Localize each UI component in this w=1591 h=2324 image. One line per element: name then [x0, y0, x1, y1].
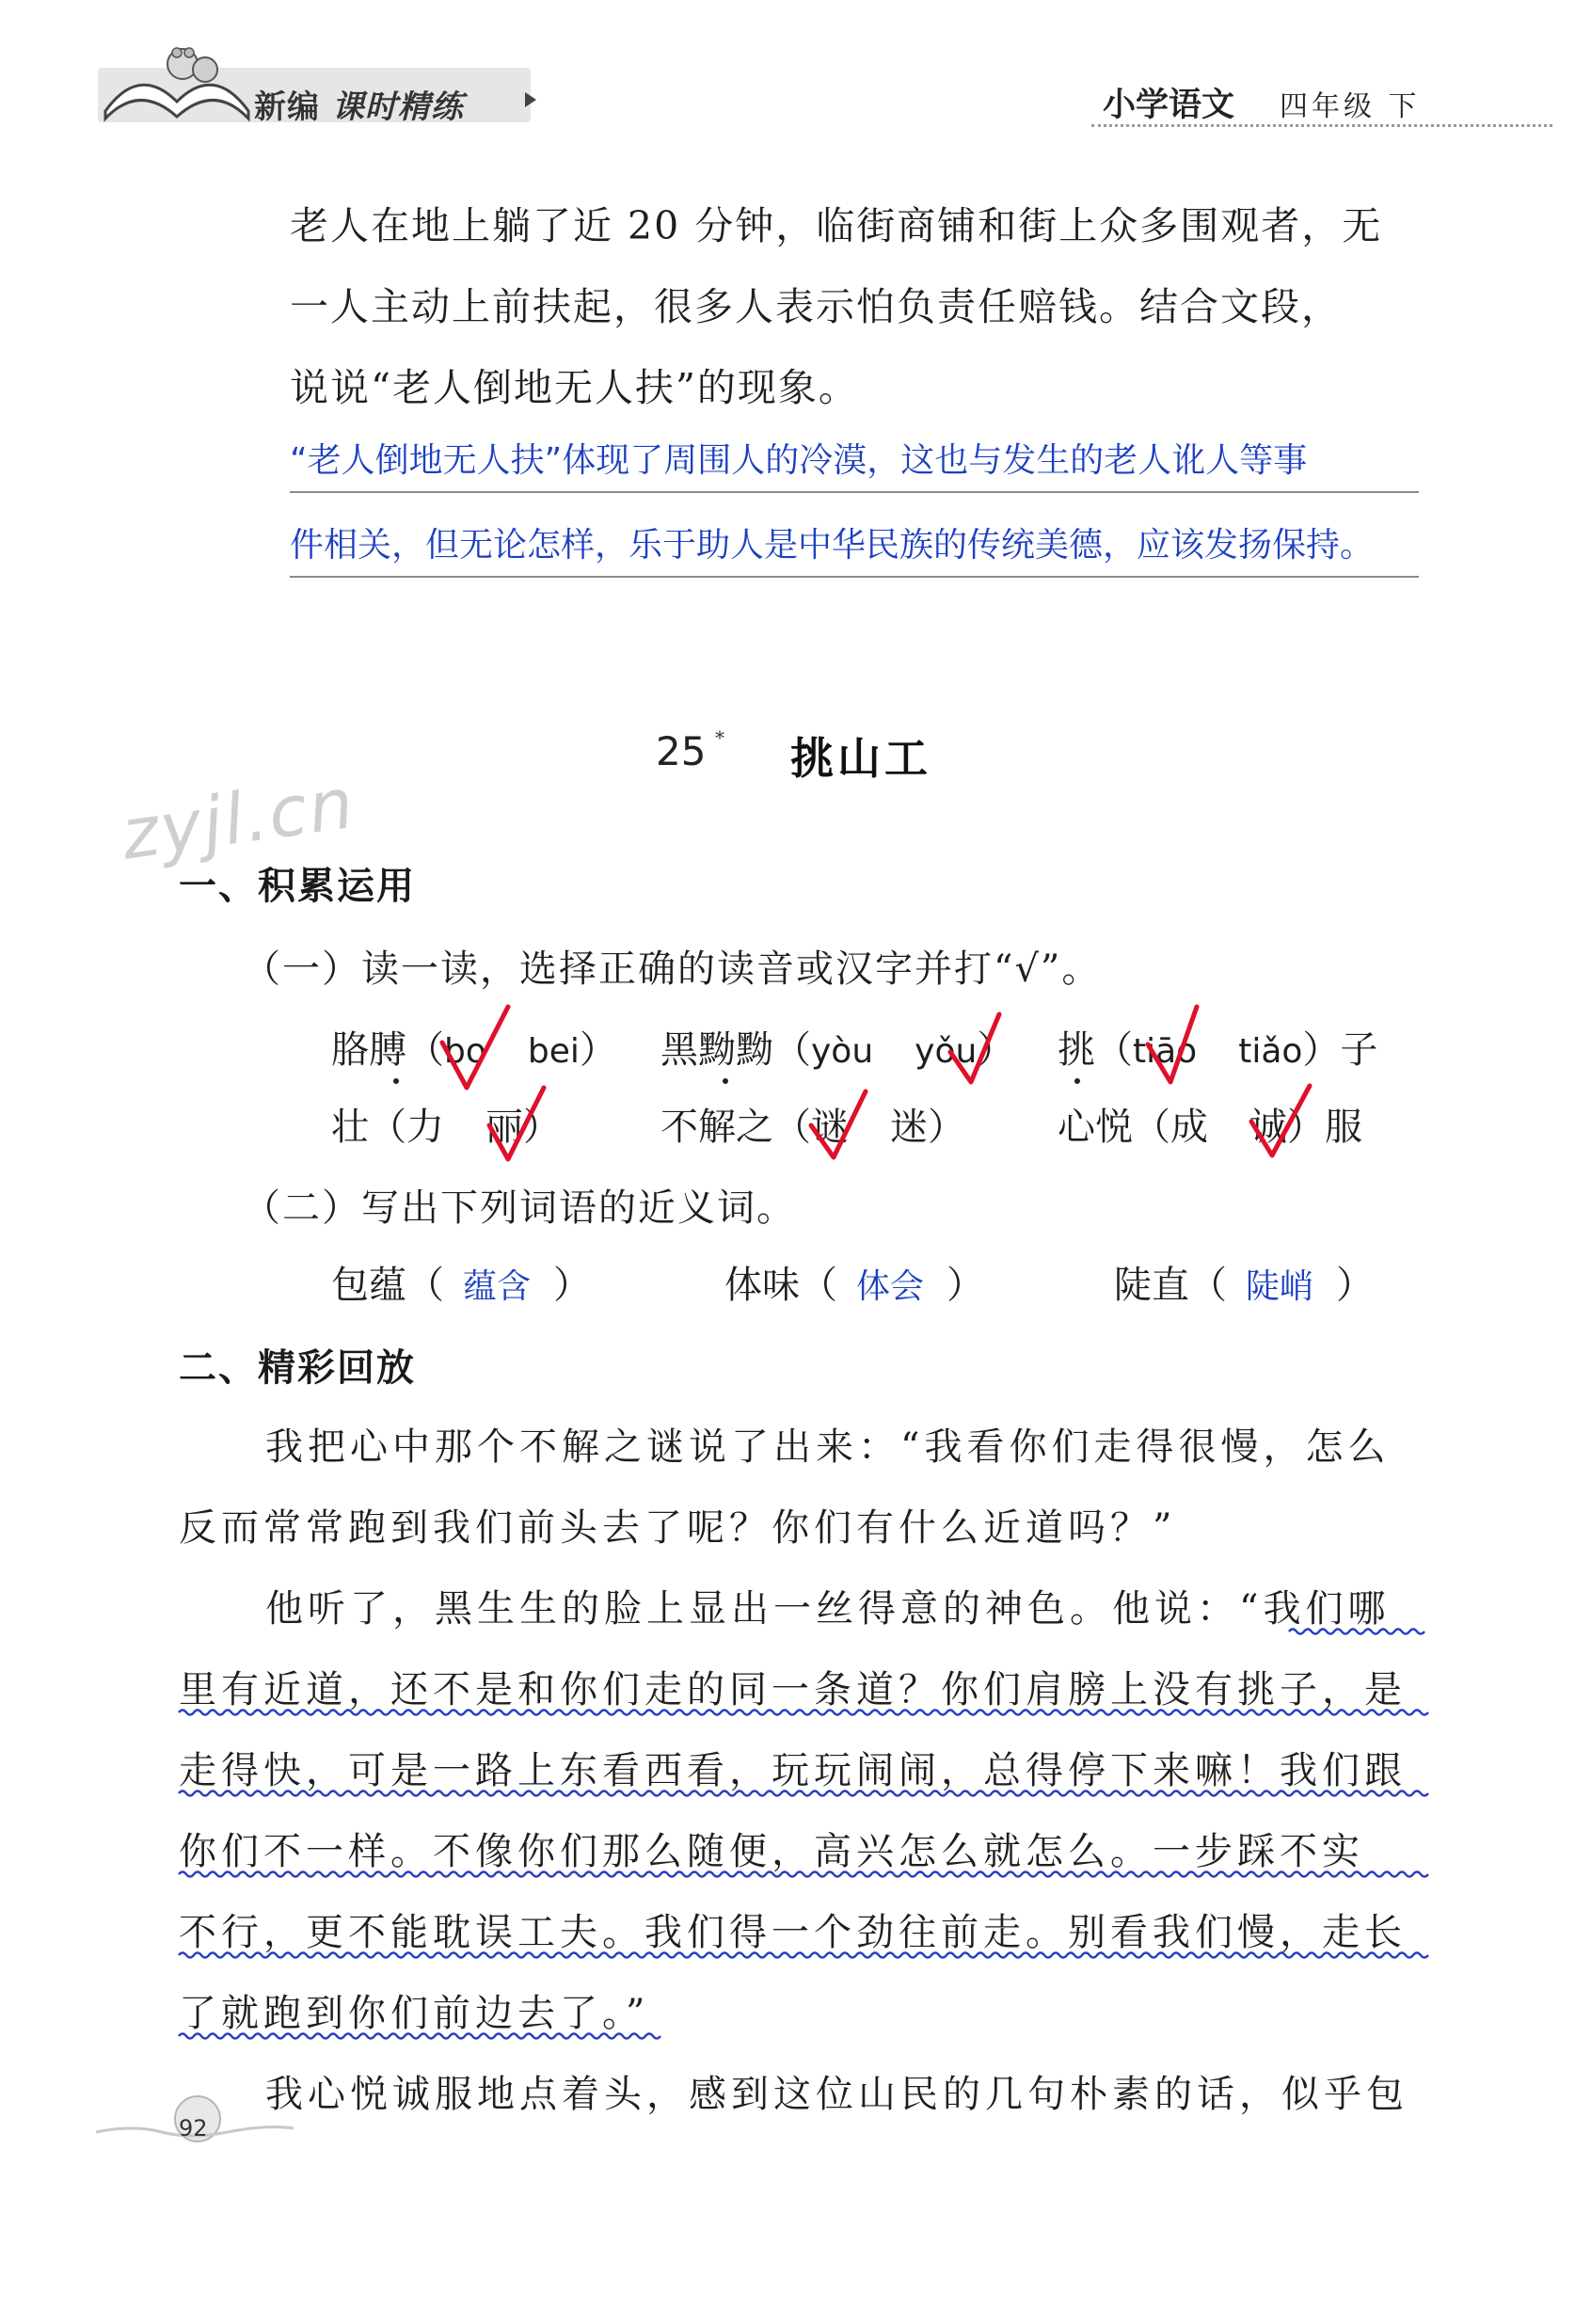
bracket-close: ）: [947, 1264, 985, 1307]
wavy-underline: [179, 1711, 1428, 1715]
option-b[interactable]: 丽: [485, 1106, 523, 1149]
intro-line: 老人在地上躺了近 20 分钟，临街商铺和街上众多围观者，无: [290, 203, 1383, 248]
series-title-b: 课时精练: [331, 88, 464, 126]
wavy-underline: [179, 1791, 1428, 1796]
answer-line: 件相关，但无论怎样，乐于助人是中华民族的传统美德，应该发扬保持。: [290, 526, 1375, 565]
wavy-underline: [1289, 1630, 1424, 1634]
check-mark: [1251, 1086, 1310, 1155]
bracket-open: （: [406, 1264, 444, 1307]
choice-word: 心悦: [1058, 1106, 1133, 1149]
bracket-close: ）: [928, 1106, 965, 1149]
synonym-answer[interactable]: 蕴含: [463, 1267, 532, 1306]
bracket-close: ）: [977, 1028, 1015, 1072]
passage-line: 里有近道，还不是和你们走的同一条道？你们肩膀上没有挑子，是: [179, 1668, 1407, 1711]
choice-word: 胳膊: [331, 1028, 406, 1072]
option-b[interactable]: yǒu: [915, 1032, 978, 1071]
passage-line: 了就跑到你们前边去了。”: [179, 1992, 650, 2035]
option-b[interactable]: bei: [527, 1032, 580, 1071]
grade-label: 四年级 下: [1280, 90, 1421, 123]
lesson-title: 挑山工: [790, 733, 931, 784]
intro-line: 说说“老人倒地无人扶”的现象。: [290, 365, 859, 410]
bracket-open: （: [369, 1106, 406, 1149]
wavy-underline: [179, 2034, 660, 2039]
check-mark: [489, 1088, 544, 1159]
synonym-word: 陡直: [1114, 1264, 1189, 1307]
bracket-open: （: [1095, 1028, 1133, 1072]
bracket-close: ）: [523, 1106, 561, 1149]
synonym-answer[interactable]: 陡峭: [1246, 1267, 1314, 1306]
subject-label: 小学语文: [1103, 87, 1235, 124]
passage-line: 他听了，黑生生的脸上显出一丝得意的神色。他说：“我们哪: [265, 1587, 1391, 1631]
part1-prompt: （一）读一读，选择正确的读音或汉字并打“√”。: [243, 947, 1102, 991]
bracket-close: ）: [579, 1028, 617, 1072]
wavy-underline: [179, 1872, 1428, 1877]
lesson-star: *: [715, 726, 724, 749]
choice-word: 黑黝黝: [660, 1028, 773, 1072]
check-mark: [442, 1007, 508, 1088]
passage-line: 我心悦诚服地点着头，感到这位山民的几句朴素的话，似乎包: [265, 2073, 1408, 2116]
section-heading: 二、精彩回放: [179, 1346, 416, 1390]
option-a[interactable]: yòu: [811, 1032, 874, 1071]
check-mark: [1148, 1007, 1197, 1082]
lesson-number: 25: [656, 728, 707, 774]
series-title-a: 新编: [254, 88, 320, 126]
intro-line: 一人主动上前扶起，很多人表示怕负责任赔钱。结合文段，: [290, 284, 1342, 329]
option-a[interactable]: 力: [406, 1106, 444, 1149]
passage-line: 你们不一样。不像你们那么随便，高兴怎么就怎么。一步踩不实: [179, 1830, 1364, 1873]
option-a[interactable]: 成: [1170, 1106, 1208, 1149]
bracket-close: ）: [1336, 1264, 1375, 1307]
passage-line: 我把心中那个不解之谜说了出来：“我看你们走得很慢，怎么: [265, 1425, 1391, 1469]
choice-word: 挑: [1058, 1028, 1095, 1072]
bracket-close: ）: [553, 1264, 592, 1307]
option-b[interactable]: 迷: [890, 1106, 928, 1149]
check-mark: [950, 1014, 999, 1082]
option-a[interactable]: 谜: [811, 1106, 849, 1149]
bracket-open: （: [1189, 1264, 1227, 1307]
synonym-word: 体味: [724, 1264, 800, 1307]
bracket-open: （: [406, 1028, 444, 1072]
choice-word: 不解之: [660, 1106, 773, 1149]
option-a[interactable]: tiāo: [1133, 1032, 1198, 1071]
choice-suffix: 子: [1340, 1028, 1378, 1072]
synonym-answer[interactable]: 体会: [856, 1267, 925, 1306]
choice-word: 壮: [331, 1106, 369, 1149]
option-b[interactable]: 诚: [1249, 1106, 1287, 1149]
bracket-open: （: [773, 1106, 811, 1149]
answer-line: “老人倒地无人扶”体现了周围人的冷漠，这也与发生的老人讹人等事: [290, 441, 1308, 480]
passage-line: 反而常常跑到我们前头去了呢？你们有什么近道吗？”: [179, 1506, 1177, 1550]
section-heading: 一、积累运用: [179, 865, 416, 908]
passage-line: 走得快，可是一路上东看西看，玩玩闹闹，总得停下来嘛！我们跟: [179, 1749, 1407, 1792]
wavy-underline: [179, 1953, 1428, 1958]
bracket-close: ）: [1287, 1106, 1325, 1149]
part2-prompt: （二）写出下列词语的近义词。: [243, 1186, 796, 1230]
option-a[interactable]: bo: [444, 1032, 486, 1071]
check-mark: [811, 1091, 866, 1157]
option-b[interactable]: tiǎo: [1238, 1032, 1303, 1071]
watermark: zyjl.cn: [117, 762, 360, 876]
page-number: 92: [179, 2115, 208, 2141]
passage-line: 不行，更不能耽误工夫。我们得一个劲往前走。别看我们慢，走长: [179, 1911, 1407, 1954]
bracket-open: （: [773, 1028, 811, 1072]
bracket-open: （: [800, 1264, 837, 1307]
bracket-close: ）: [1302, 1028, 1341, 1072]
choice-suffix: 服: [1325, 1106, 1362, 1149]
synonym-word: 包蕴: [331, 1264, 406, 1307]
bracket-open: （: [1133, 1106, 1170, 1149]
